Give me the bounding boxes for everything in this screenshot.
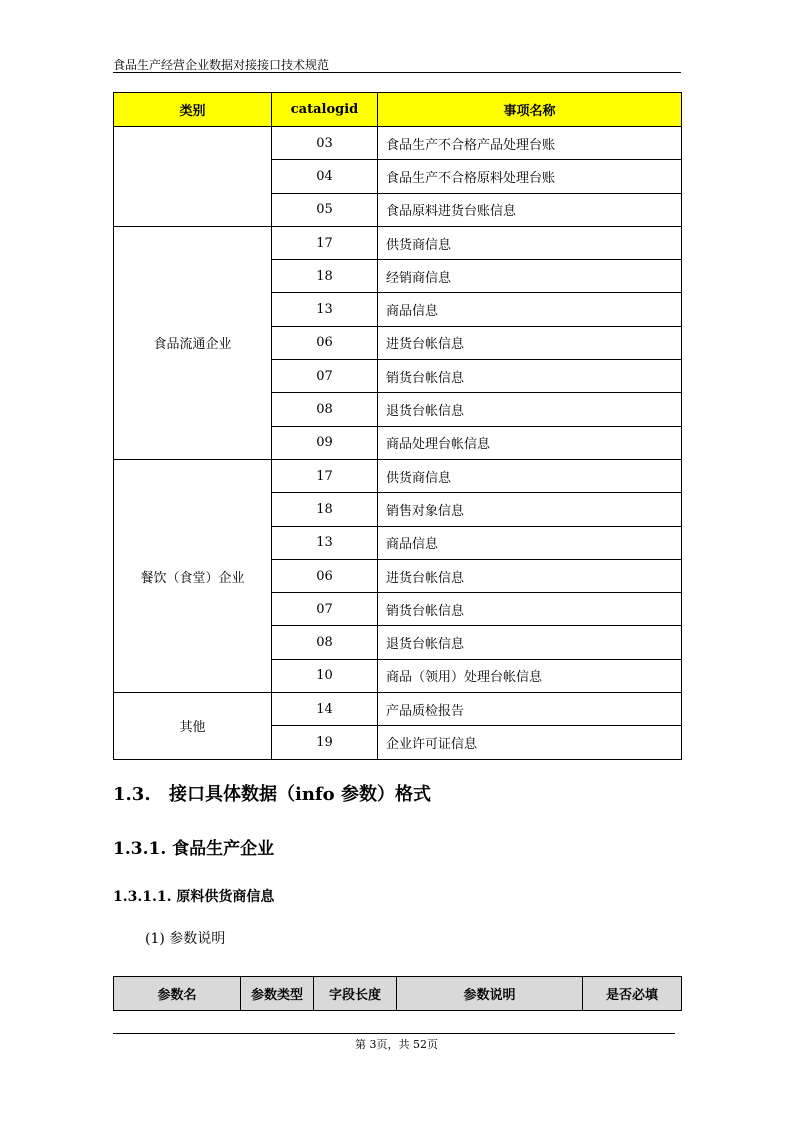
item-name-cell: 食品生产不合格产品处理台账 — [378, 127, 682, 160]
params-header-required: 是否必填 — [583, 977, 682, 1011]
catalog-id-cell: 07 — [272, 360, 378, 393]
item-name-cell: 供货商信息 — [378, 226, 682, 259]
footer-divider — [113, 1033, 675, 1034]
section-title: 接口具体数据（info 参数）格式 — [169, 784, 431, 805]
catalog-table — [113, 92, 682, 760]
catalog-id-cell: 07 — [272, 593, 378, 626]
catalog-id-cell: 18 — [272, 260, 378, 293]
catalog-id-cell: 19 — [272, 726, 378, 759]
item-name-cell: 商品处理台帐信息 — [378, 426, 682, 459]
table-row — [114, 226, 682, 259]
catalog-id-cell: 18 — [272, 493, 378, 526]
item-name-cell: 商品信息 — [378, 526, 682, 559]
item-name-cell: 商品（领用）处理台帐信息 — [378, 659, 682, 692]
section-heading-1-3-1-1: 1.3.1.1. 原料供货商信息 — [113, 889, 275, 905]
catalog-id-cell: 08 — [272, 626, 378, 659]
catalog-header-name: 事项名称 — [378, 93, 682, 127]
catalog-id-cell: 17 — [272, 459, 378, 492]
item-name-cell: 退货台帐信息 — [378, 626, 682, 659]
catalog-id-cell: 09 — [272, 426, 378, 459]
params-header-name: 参数名 — [114, 977, 241, 1011]
params-header-type: 参数类型 — [241, 977, 314, 1011]
item-name-cell: 退货台帐信息 — [378, 393, 682, 426]
category-cell: 餐饮（食堂）企业 — [114, 459, 272, 692]
category-cell: 其他 — [114, 693, 272, 760]
section-number: 1.3. — [113, 784, 151, 805]
item-name-cell: 企业许可证信息 — [378, 726, 682, 759]
page-header-title: 食品生产经营企业数据对接接口技术规范 — [113, 58, 330, 72]
catalog-id-cell: 14 — [272, 693, 378, 726]
item-name-cell: 产品质检报告 — [378, 693, 682, 726]
catalog-id-cell: 10 — [272, 659, 378, 692]
item-name-cell: 供货商信息 — [378, 459, 682, 492]
catalog-id-cell: 17 — [272, 226, 378, 259]
item-name-cell: 进货台帐信息 — [378, 326, 682, 359]
catalog-table-header-row — [114, 93, 682, 127]
catalog-id-cell: 03 — [272, 127, 378, 160]
table-row — [114, 127, 682, 160]
paragraph-parameter-description: (1) 参数说明 — [145, 931, 226, 947]
params-header-description: 参数说明 — [397, 977, 583, 1011]
params-table-header-row — [114, 977, 682, 1011]
item-name-cell: 销售对象信息 — [378, 493, 682, 526]
item-name-cell: 食品原料进货台账信息 — [378, 193, 682, 226]
table-row — [114, 459, 682, 492]
header-divider — [113, 72, 681, 73]
catalog-header-category: 类别 — [114, 93, 272, 127]
catalog-id-cell: 08 — [272, 393, 378, 426]
page-footer-number: 第 3页，共 52页 — [355, 1038, 438, 1051]
item-name-cell: 销货台帐信息 — [378, 593, 682, 626]
catalog-id-cell: 13 — [272, 293, 378, 326]
catalog-header-id: catalogid — [272, 93, 378, 127]
section-heading-1-3-1: 1.3.1. 食品生产企业 — [113, 839, 275, 859]
params-table — [113, 976, 682, 1011]
item-name-cell: 食品生产不合格原料处理台账 — [378, 160, 682, 193]
catalog-id-cell: 04 — [272, 160, 378, 193]
item-name-cell: 经销商信息 — [378, 260, 682, 293]
catalog-id-cell: 06 — [272, 559, 378, 592]
item-name-cell: 销货台帐信息 — [378, 360, 682, 393]
table-row — [114, 693, 682, 726]
item-name-cell: 进货台帐信息 — [378, 559, 682, 592]
catalog-id-cell: 06 — [272, 326, 378, 359]
catalog-id-cell: 13 — [272, 526, 378, 559]
category-cell — [114, 127, 272, 227]
item-name-cell: 商品信息 — [378, 293, 682, 326]
category-cell: 食品流通企业 — [114, 226, 272, 459]
section-heading-1-3 — [113, 780, 431, 806]
catalog-table-body — [114, 127, 682, 760]
params-header-length: 字段长度 — [314, 977, 397, 1011]
catalog-id-cell: 05 — [272, 193, 378, 226]
